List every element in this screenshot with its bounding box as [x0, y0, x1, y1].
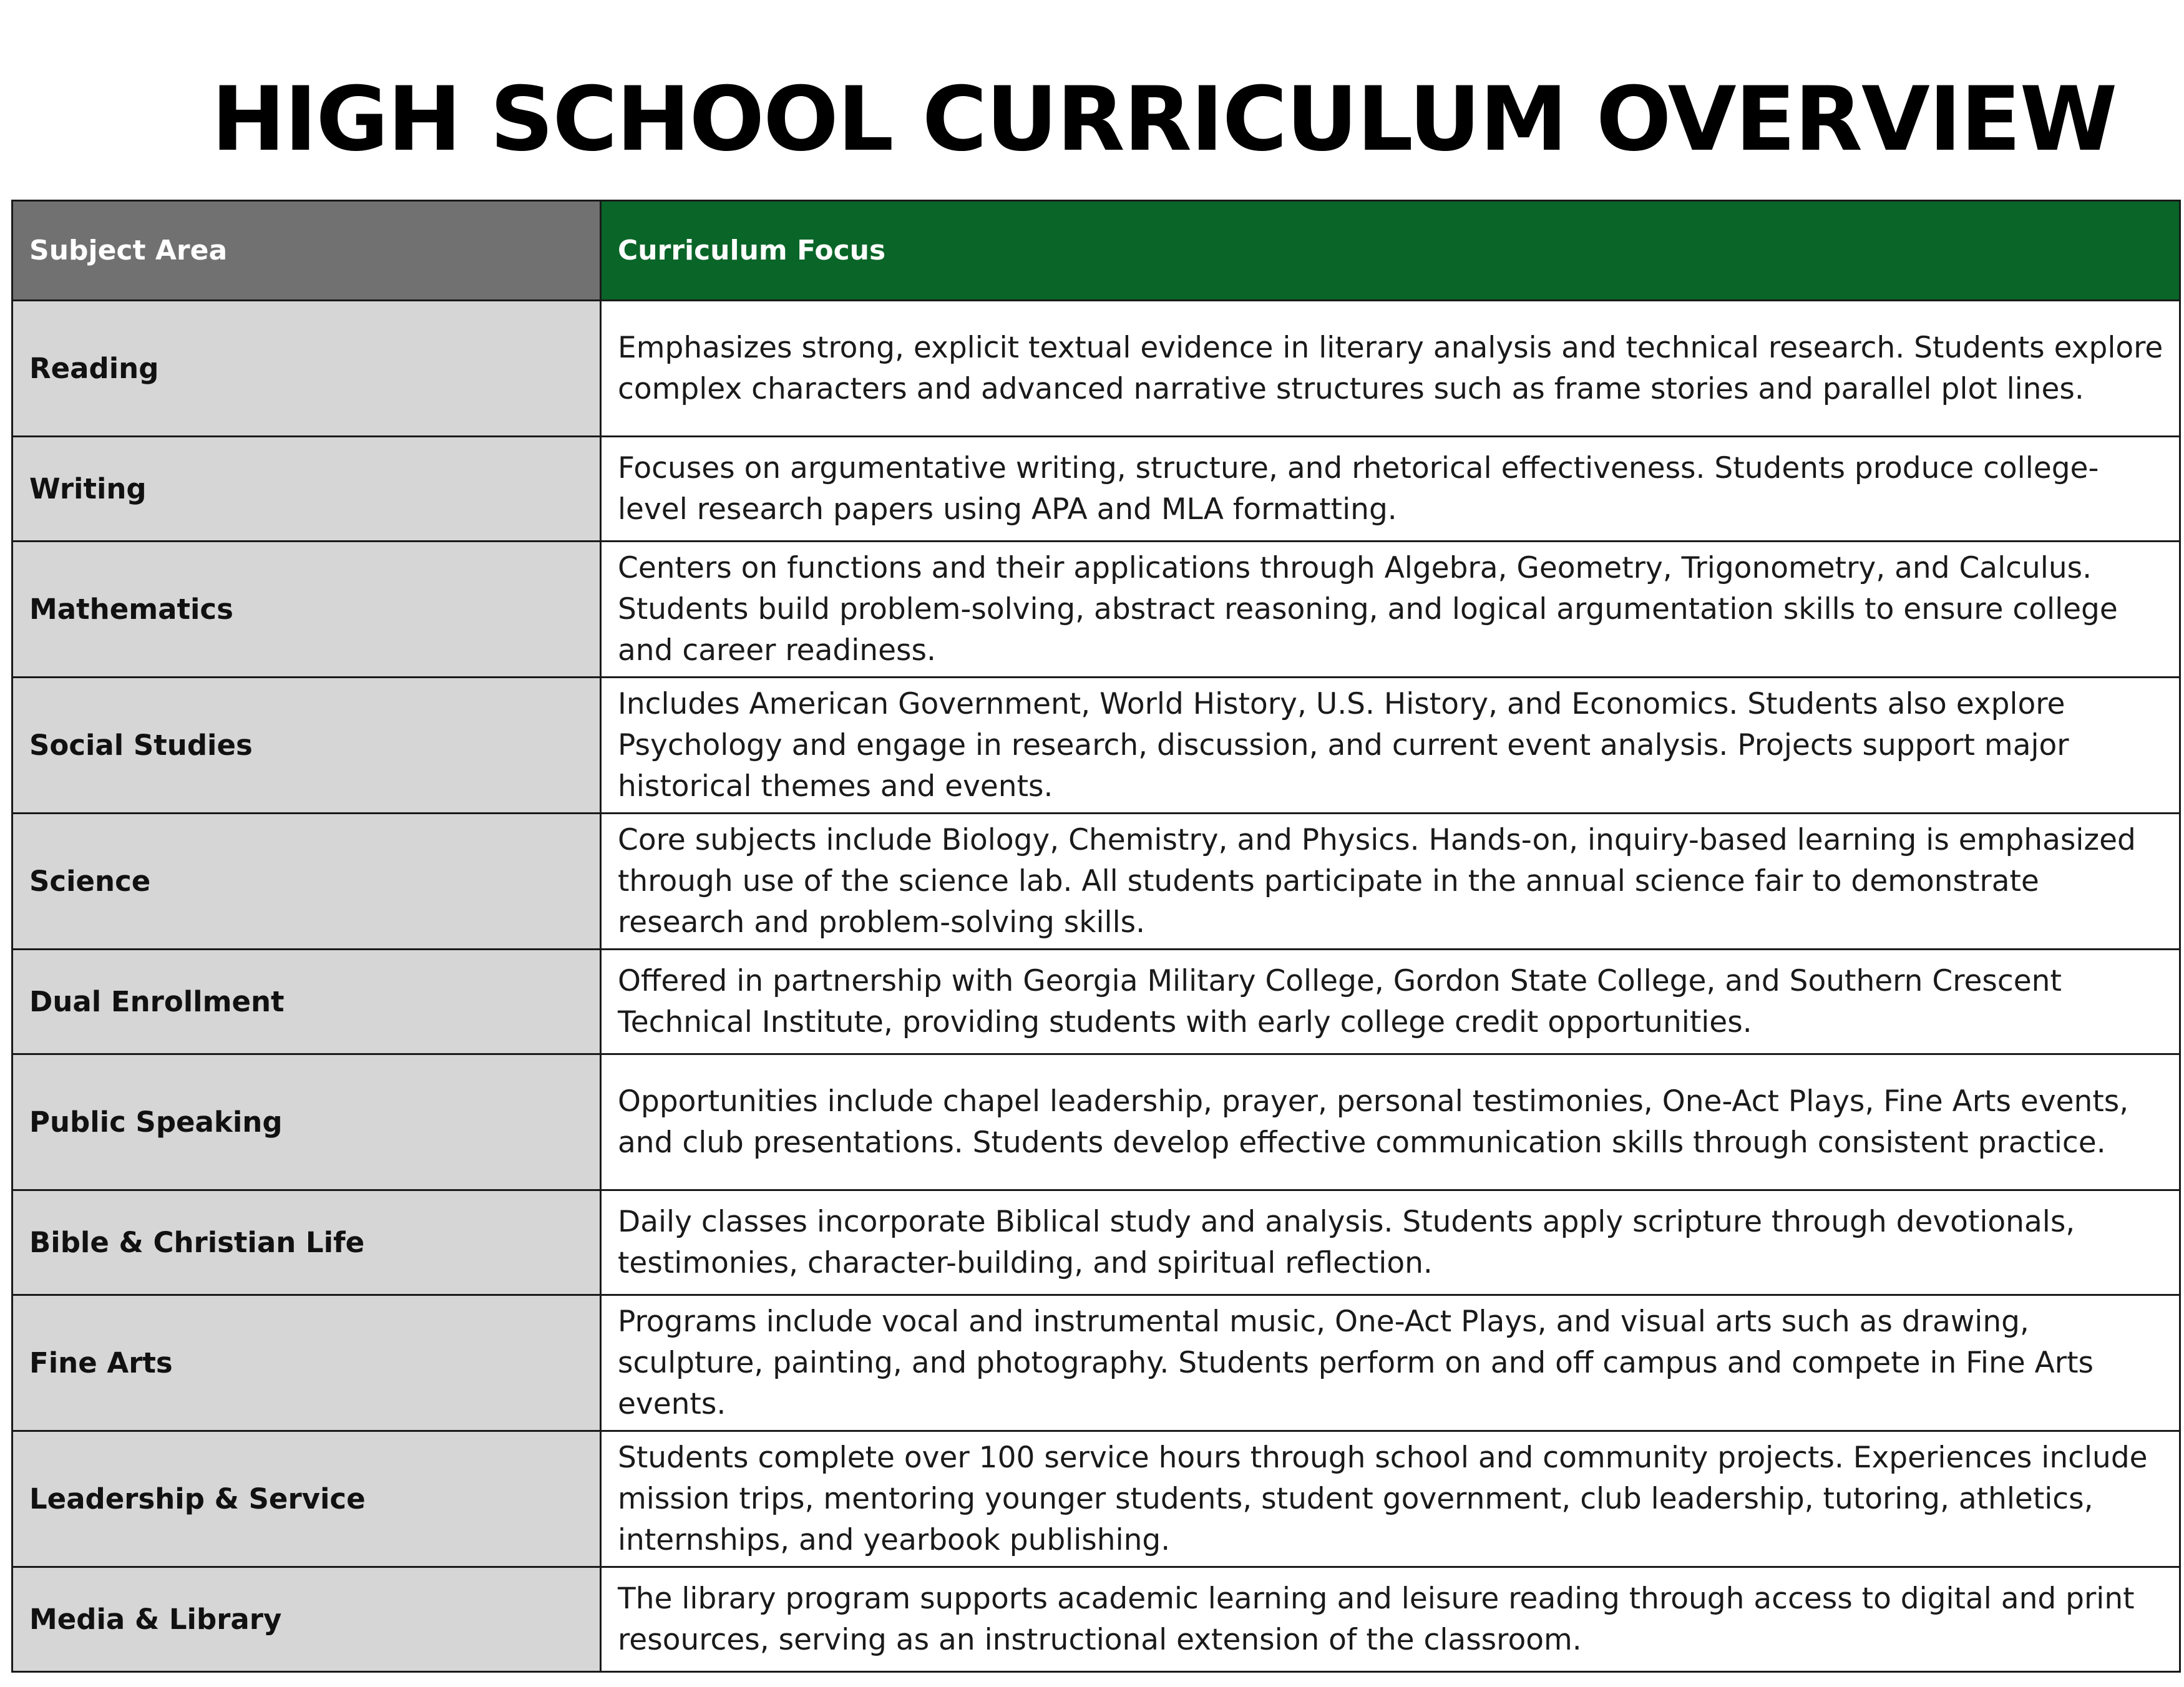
subject-cell: Mathematics [12, 542, 601, 678]
focus-cell: Centers on functions and their applications through Algebra, Geometry, Trigonometry, and Calculus. Students build problem-solving, abstract reasoning, and logical argumentation skills to ensure college and career readiness. [601, 542, 2180, 678]
page-title: HIGH SCHOOL CURRICULUM OVERVIEW [211, 68, 2117, 171]
column-header-curriculum-focus: Curriculum Focus [601, 201, 2180, 301]
table-row [12, 542, 2180, 678]
focus-cell: Core subjects include Biology, Chemistry, and Physics. Hands-on, inquiry-based learning is emphasized through use of the science lab. All students participate in the annual science fair to demonstrate research and problem-solving skills. [601, 814, 2180, 950]
focus-cell: Daily classes incorporate Biblical study and analysis. Students apply scripture through devotionals, testimonies, character-building, and spiritual reflection. [601, 1190, 2180, 1295]
focus-cell: The library program supports academic learning and leisure reading through access to digital and print resources, serving as an instructional extension of the classroom. [601, 1567, 2180, 1672]
subject-cell: Bible & Christian Life [12, 1190, 601, 1295]
table-row [12, 1567, 2180, 1672]
subject-cell: Fine Arts [12, 1295, 601, 1431]
table-row [12, 678, 2180, 814]
focus-cell: Emphasizes strong, explicit textual evidence in literary analysis and technical research. Students explore complex characters and advanced narrative structures such as frame stories and parallel plot lines. [601, 301, 2180, 437]
focus-cell: Focuses on argumentative writing, structure, and rhetorical effectiveness. Students produce college-level research papers using APA and MLA formatting. [601, 437, 2180, 542]
focus-cell: Programs include vocal and instrumental music, One-Act Plays, and visual arts such as drawing, sculpture, painting, and photography. Students perform on and off campus and compete in Fine Arts events. [601, 1295, 2180, 1431]
table-row [12, 814, 2180, 950]
table-row [12, 1054, 2180, 1190]
focus-cell: Students complete over 100 service hours through school and community projects. Experiences include mission trips, mentoring younger students, student government, club leadership, tutoring, athletics, internships, and yearbook publishing. [601, 1431, 2180, 1567]
table-row [12, 1295, 2180, 1431]
subject-cell: Reading [12, 301, 601, 437]
subject-cell: Leadership & Service [12, 1431, 601, 1567]
table-row [12, 301, 2180, 437]
subject-cell: Media & Library [12, 1567, 601, 1672]
subject-cell: Dual Enrollment [12, 950, 601, 1054]
subject-cell: Social Studies [12, 678, 601, 814]
focus-cell: Offered in partnership with Georgia Military College, Gordon State College, and Southern Crescent Technical Institute, providing students with early college credit opportunities. [601, 950, 2180, 1054]
table-row [12, 437, 2180, 542]
table-row [12, 1431, 2180, 1567]
column-header-subject-area: Subject Area [12, 201, 601, 301]
focus-cell: Opportunities include chapel leadership, prayer, personal testimonies, One-Act Plays, Fine Arts events, and club presentations. Students develop effective communication skills through consistent practice. [601, 1054, 2180, 1190]
focus-cell: Includes American Government, World History, U.S. History, and Economics. Students also explore Psychology and engage in research, discussion, and current event analysis. Projects support major historical themes and events. [601, 678, 2180, 814]
subject-cell: Science [12, 814, 601, 950]
curriculum-table [11, 200, 2181, 1673]
subject-cell: Public Speaking [12, 1054, 601, 1190]
table-row [12, 1190, 2180, 1295]
subject-cell: Writing [12, 437, 601, 542]
table-header-row [12, 201, 2180, 301]
table-row [12, 950, 2180, 1054]
